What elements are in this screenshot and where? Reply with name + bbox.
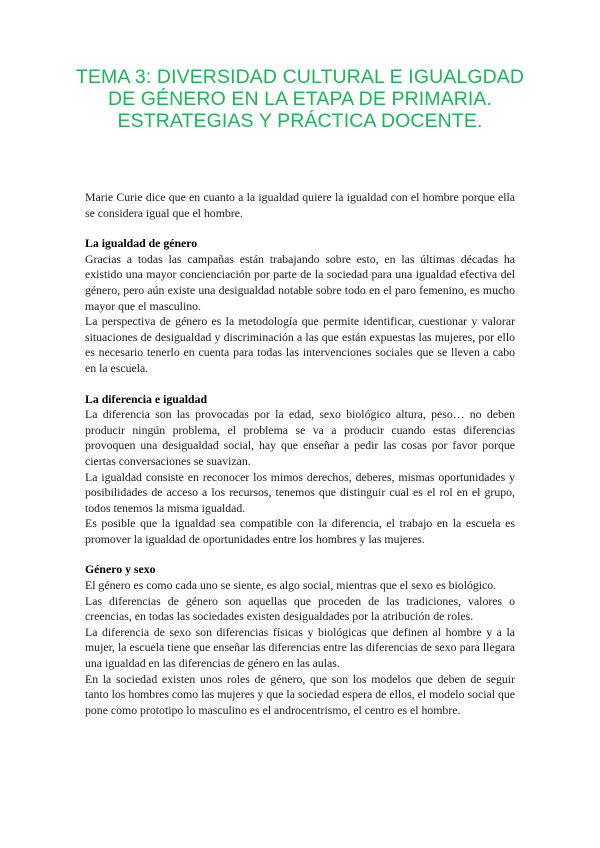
paragraph: El género es como cada uno se siente, es algo social, mientras que el sexo es biológico. [85,578,497,593]
paragraph: La diferencia de sexo son diferencias físicas y biológicas que definen al hombre y a la mujer, la escuela tiene que enseñar las diferencias entre las diferencias de sexo para llegara una igualdad en las diferencias de género en las aulas. [85,624,515,671]
paragraph: La igualdad consiste en reconocer los mimos derechos, deberes, mismas oportunidades y posibilidades de acceso a los recursos, tenemos que distinguir cual es el rol en el grupo, todos tenemos la misma igualdad. [85,469,515,515]
paragraph: Las diferencias de género son aquellas que proceden de las tradiciones, valores o creencias, en todas las sociedades existen desigualdades por la atribución de roles. [85,593,515,624]
section-diferencia-e-igualdad [85,392,515,548]
paragraph: En la sociedad existen unos roles de género, que son los modelos que deben de seguir tanto los hombres como las mujeres y que la sociedad espera de ellos, el modelo social que pone como prototipo lo masculino es el androcentrismo, el centro es el hombre. [85,671,515,717]
section-igualdad-de-genero [85,236,515,376]
section-heading: La igualdad de género [85,236,198,251]
paragraph: La diferencia son las provocadas por la edad, sexo biológico altura, peso… no deben producir ningún problema, el problema se va a producir cuando estas diferencias provoquen una desigualdad social, hay que enseñar a pedir las cosas por favor porque ciertas conversaciones se suavizan. [85,407,515,468]
section-genero-y-sexo [85,562,515,718]
paragraph: Es posible que la igualdad sea compatible con la diferencia, el trabajo en la escuela es promover la igualdad de oportunidades entre los hombres y las mujeres. [85,516,515,546]
paragraph: Gracias a todas las campañas están trabajando sobre esto, en las últimas décadas ha existido una mayor concienciación por parte de la sociedad para una igualdad efectiva del género, pero aún existe una desigualdad notable sobre todo en el paro femenino, es mucho mayor que el masculino. [85,251,515,313]
section-heading: Género y sexo [85,562,156,577]
section-heading: La diferencia e igualdad [85,391,208,406]
document-title: TEMA 3: DIVERSIDAD CULTURAL E IGUALGDAD DE GÉNERO EN LA ETAPA DE PRIMARIA. ESTRATEGIAS Y PRÁCTICA DOCENTE. [75,66,525,132]
paragraph: La perspectiva de género es la metodología que permite identificar, cuestionar y valorar situaciones de desigualdad y discriminación a las que están expuestas las mujeres, por ello es necesario tenerlo en cuenta para todas las intervenciones sociales que se lleven a cabo en la escuela. [85,314,515,375]
document-body [85,190,515,733]
intro-paragraph: Marie Curie dice que en cuanto a la igualdad quiere la igualdad con el hombre porque ella se considera igual que el hombre. [85,190,515,220]
